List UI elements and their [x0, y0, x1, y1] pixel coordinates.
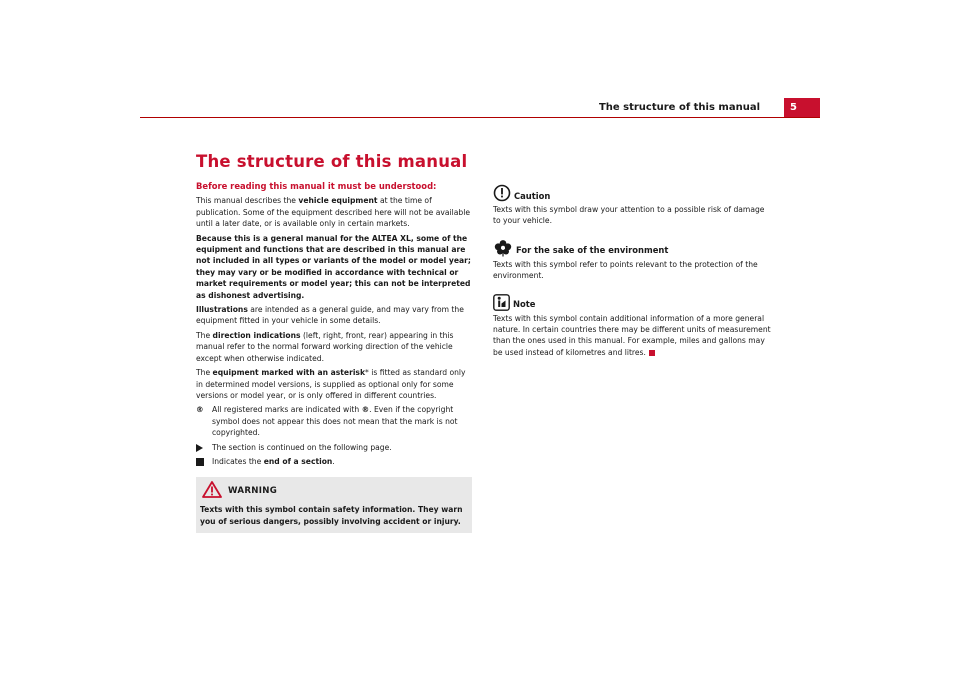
- registered-icon: ®: [196, 405, 204, 415]
- left-column: [196, 181, 472, 533]
- note-header: [493, 294, 771, 311]
- legend-continued: [196, 442, 472, 453]
- warning-box: [196, 477, 472, 533]
- warning-header: [200, 481, 468, 498]
- intro-subheading: Before reading this manual it must be understood:: [196, 181, 437, 191]
- text: The section is continued on the following page.: [212, 442, 392, 452]
- caution-header: [493, 184, 771, 202]
- note-section: [493, 294, 771, 359]
- note-body: [493, 313, 771, 359]
- emphasis: Illustrations: [196, 305, 248, 315]
- note-text: Texts with this symbol contain additional information of a more general nature. In certain countries there may be different units of measurement than the ones used in this manual. For example, miles and gallons may be used instead of kilometres and litres.: [493, 313, 771, 357]
- text: (left, right, front, rear) appearing in this manual refer to the normal forward working direction of the vehicle except when otherwise indicated.: [196, 330, 454, 363]
- text: at the time of publication. Some of the equipment described here will not be available until a later date, or is available only in certain markets.: [196, 196, 471, 229]
- emphasis: Because this is a general manual for the ALTEA XL, some of the equipment and functions that are described in this manual are not included in all types or variants of the model or model year; they may vary or be modified in accordance with technical or market requirements or model year; this can not be interpreted as dishonest advertising.: [196, 233, 471, 300]
- legend-end-of-section: [196, 456, 472, 467]
- caution-text: Texts with this symbol draw your attention to a possible risk of damage to your vehicle.: [493, 205, 765, 226]
- running-header: [0, 98, 960, 120]
- emphasis: equipment marked with an asterisk: [212, 368, 365, 378]
- environment-section: [493, 239, 771, 282]
- caution-title: Caution: [514, 190, 551, 201]
- paragraph-vehicle-equipment: [196, 195, 472, 229]
- paragraph-asterisk: [196, 367, 472, 401]
- text: This manual describes the: [196, 196, 299, 206]
- text: Indicates the: [212, 456, 264, 466]
- text: The: [196, 368, 213, 378]
- emphasis: direction indications: [212, 330, 301, 340]
- environment-flower-icon: [493, 239, 513, 257]
- end-of-section-icon: [649, 350, 655, 356]
- arrow-right-icon: [196, 442, 210, 455]
- registered-inline-icon: ®: [361, 405, 370, 415]
- text: The: [196, 330, 213, 340]
- page-title: The structure of this manual: [196, 152, 468, 171]
- caution-icon: [493, 184, 511, 202]
- text: is fitted as standard only in determined model versions, is supplied as optional only for some versions or model year, or is only offered in different countries.: [196, 368, 466, 400]
- paragraph-direction: [196, 330, 472, 364]
- paragraph-general-manual: [196, 233, 472, 301]
- legend-registered: [196, 404, 472, 438]
- environment-header: [493, 239, 771, 257]
- text: .: [332, 456, 335, 466]
- text: . Even if the copyright symbol does not appear this does not mean that the mark is not copyrighted.: [212, 405, 458, 438]
- warning-title: WARNING: [228, 486, 278, 497]
- asterisk: *: [365, 368, 369, 378]
- note-icon: [493, 294, 510, 311]
- caution-section: [493, 184, 771, 227]
- emphasis: vehicle equipment: [298, 196, 378, 206]
- running-title: The structure of this manual: [598, 102, 760, 113]
- text: are intended as a general guide, and may vary from the equipment fitted in your vehicle in some details.: [196, 305, 464, 326]
- warning-text: Texts with this symbol contain safety information. They warn you of serious dangers, possibly involving accident or injury.: [200, 505, 463, 526]
- header-rule: [140, 117, 820, 118]
- warning-triangle-icon: [202, 481, 222, 498]
- page-number: 5: [784, 98, 820, 118]
- note-title: Note: [513, 299, 536, 310]
- paragraph-illustrations: [196, 304, 472, 327]
- emphasis: end of a section: [263, 456, 333, 466]
- text: All registered marks are indicated with: [212, 405, 362, 415]
- environment-title: For the sake of the environment: [516, 245, 669, 256]
- right-column: [493, 184, 771, 370]
- environment-text: Texts with this symbol refer to points relevant to the protection of the environment.: [493, 259, 758, 281]
- end-of-section-icon: [196, 456, 210, 469]
